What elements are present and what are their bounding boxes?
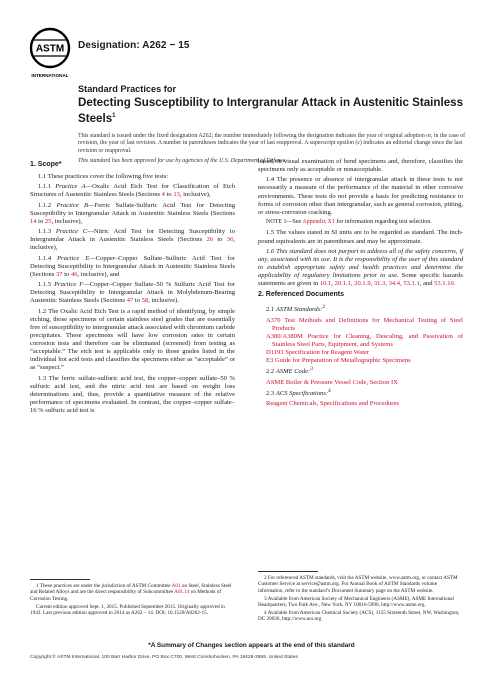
footnote-3: 3 Available from American Society of Mechanical Engineers (ASME), ASME International Headquarters, Two Park Ave., New York, NY 10016-5990, http://www.asme.org. bbox=[258, 595, 454, 609]
reference-item[interactable]: E3 Guide for Preparation of Metallographic Specimens bbox=[266, 357, 411, 365]
para-1-3-cont: based on visual examination of bend specimens and, therefore, classifies the specimens only as acceptable or nonacceptable. bbox=[258, 158, 463, 174]
astm-logo bbox=[28, 26, 72, 84]
section-link[interactable]: 53.1.10 bbox=[434, 280, 454, 288]
right-column bbox=[258, 158, 463, 408]
referenced-documents-heading: 2. Referenced Documents bbox=[258, 291, 344, 299]
para-1-1-5: 1.1.5 Practice F—Copper–Copper Sulfate–50 % Sulfuric Acid Test for Detecting Susceptibility to Intergranular Attack in Molybdenum-Bearing Austenitic Stainless Steels (Sections 47 to 58, inclusive). bbox=[30, 281, 236, 305]
section-link[interactable]: 37 bbox=[56, 270, 63, 278]
subcommittee-link[interactable]: A01.14 bbox=[174, 589, 190, 596]
dod-approval: This standard has been approved for use by agencies of the U.S. Department of Defense. bbox=[78, 158, 287, 165]
note-1: NOTE 1—See Appendix X1 for information regarding test selection. bbox=[266, 219, 432, 226]
section-link[interactable]: 46 bbox=[70, 270, 78, 278]
footnote-1-edition: Current edition approved Sept. 1, 2015. Published September 2015. Originally approved in 1943. Last previous edition approved in 2014 as A262 – 14. DOI: 10.1520/A0262-15. bbox=[30, 603, 225, 617]
acs-spec-label: 2.3 ACS Specifications:$^4$ bbox=[266, 387, 331, 398]
committee-link[interactable]: A01 bbox=[171, 583, 181, 589]
para-1-4: 1.4 The presence or absence of intergranular attack in these tests is not necessarily a measure of the performance of the material in other corrosive environments. These tests do not provide a basis for predicting resistance to forms of corrosion other than intergranular, such as general corrosion, pitting, or stress-corrosion cracking. bbox=[258, 176, 463, 216]
footnote-1: 1 These practices are under the jurisdiction of ASTM Committee A01 on Steel, Stainless Steel and Related Alloys and are the direct responsibility of Subcommittee A01.14 on Methods of Corrosion Testing. bbox=[30, 583, 232, 602]
para-1-1: 1.1 These practices cover the following five tests: bbox=[38, 173, 169, 181]
page-title bbox=[78, 96, 478, 125]
reference-item[interactable]: D1193 Specification for Reagent Water bbox=[266, 349, 370, 357]
section-link[interactable]: 10.1 bbox=[319, 280, 332, 288]
section-link[interactable]: 20.1.9 bbox=[354, 280, 371, 288]
footnote-rule bbox=[30, 579, 90, 580]
para-1-3: 1.3 The ferric sulfate-sulfuric acid test, the copper–copper sulfate–50 % sulfuric acid test, and the nitric acid test are based on weight loss determinations and, thus, provide a quantitative measure of the relative performance of specimens evaluated. In contrast, the copper–copper sulfate–16 % sulfuric acid test is bbox=[30, 374, 235, 414]
section-link[interactable]: 25 bbox=[44, 217, 52, 225]
reference-item[interactable]: A370 Test Methods and Definitions for Mechanical Testing of Steel Products bbox=[266, 316, 463, 332]
logo-text: ASTM bbox=[35, 43, 65, 55]
footnotes-left bbox=[30, 583, 235, 618]
section-link[interactable]: 13 bbox=[173, 191, 180, 199]
section-link[interactable]: 4 bbox=[161, 191, 165, 199]
title-footnote-ref[interactable]: 1 bbox=[112, 112, 116, 119]
section-link[interactable]: 20.1.1 bbox=[334, 280, 351, 288]
title-main: Detecting Susceptibility to Intergranular Attack in Austenitic Stainless Steels bbox=[78, 96, 464, 125]
para-1-2: 1.2 The Oxalic Acid Etch Test is a rapid method of identifying, by simple etching, those specimens of certain stainless steel grades that are essentially free of susceptibility to intergranular attack associated with chromium carbide precipitates. These specimens will have low corrosion rates in certain corrosion tests and therefore can be eliminated (screened) from testing as “acceptable.” The etch test is applicable only to those grades listed in the individual hot acid tests and classifies the specimens either as “acceptable” or as “suspect.” bbox=[30, 307, 235, 372]
notice-text: This standard is issued under the fixed designation A262; the number immediately following the designation indicates the year of original adoption or, in the case of revision, the year of last revision. A number in parentheses indicates the year of last reapproval. A superscript epsilon (ε) indicates an editorial change since the last revision or reapproval. bbox=[78, 133, 466, 154]
footnotes-right bbox=[258, 575, 463, 624]
footnote-rule bbox=[258, 571, 318, 572]
section-link[interactable]: 31.3 bbox=[373, 280, 386, 288]
para-1-1-3: 1.1.3 Practice C—Nitric Acid Test for Detecting Susceptibility to Intergranular Attack in Austenitic Stainless Steels (Sections 26 to 36, inclusive), bbox=[30, 228, 235, 252]
scope-heading: 1. Scope* bbox=[30, 161, 62, 168]
designation: Designation: A262 − 15 bbox=[78, 40, 190, 51]
para-1-6: 1.6 This standard does not purport to address all of the safety concerns, if any, associated with its use. It is the responsibility of the user of this standard to establish appropriate safety and health practices and determine the applicability of regulatory limitations prior to use. Some specific hazards statements are given in 10.1, 20.1.1, 20.1.9, 31.3, 34.4, 53.1.1, and 53.1.10. bbox=[258, 247, 463, 288]
para-1-1-4: 1.1.4 Practice E—Copper–Copper Sulfate–Sulfuric Acid Test for Detecting Susceptibility to Intergranular Attack in Austenitic Stainless Steels (Sections 37 to 46, inclusive), and bbox=[30, 254, 236, 278]
copyright: Copyright © ASTM International, 100 Barr Harbor Drive, PO Box C700, West Conshohocken, PA 19428-2959. United States bbox=[30, 655, 298, 660]
title-block bbox=[78, 84, 478, 125]
appendix-link[interactable]: Appendix X1 bbox=[302, 219, 335, 226]
summary-of-changes-notice: *A Summary of Changes section appears at the end of this standard bbox=[148, 642, 355, 649]
section-link[interactable]: 34.4 bbox=[388, 280, 401, 288]
asme-code-label: 2.2 ASME Code:$^3$ bbox=[266, 366, 313, 376]
reference-item[interactable]: ASME Boiler & Pressure Vessel Code, Section IX bbox=[266, 378, 398, 386]
section-link[interactable]: 26 bbox=[206, 236, 214, 244]
astm-standards-label: 2.1 ASTM Standards:$^2$ bbox=[266, 304, 326, 314]
title-kind: Standard Practices for bbox=[78, 84, 177, 94]
footnote-2: 2 For referenced ASTM standards, visit the ASTM website, www.astm.org, or contact ASTM Customer Service at service@astm.org. For Annual Book of ASTM Standards volume information, refer to the standard’s Document Summary page on the ASTM website. bbox=[258, 575, 458, 594]
footnote-4: 4 Available from American Chemical Society (ACS), 1155 Sixteenth Street, NW, Washington, DC 20036, http://www.acs.org bbox=[258, 610, 460, 623]
left-column bbox=[30, 158, 235, 417]
section-link[interactable]: 36 bbox=[226, 236, 234, 244]
section-link[interactable]: 14 bbox=[30, 217, 37, 225]
reference-item[interactable]: A380/A380M Practice for Cleaning, Descaling, and Passivation of Stainless Steel Parts, Equipment, and Systems bbox=[266, 333, 463, 349]
logo-subtext: INTERNATIONAL bbox=[31, 73, 69, 78]
section-link[interactable]: 58 bbox=[141, 297, 149, 305]
section-link[interactable]: 47 bbox=[126, 297, 134, 305]
section-link[interactable]: 53.1.1 bbox=[403, 280, 420, 288]
para-1-1-1: 1.1.1 Practice A—Oxalic Acid Etch Test for Classification of Etch Structures of Austenitic Stainless Steels (Sections 4 to 13, inclusive), bbox=[30, 183, 235, 199]
para-1-5: 1.5 The values stated in SI units are to be regarded as standard. The inch-pound equivalents are in parentheses and may be approximate. bbox=[258, 229, 463, 245]
para-1-1-2: 1.1.2 Practice B—Ferric Sulfate-Sulfuric Acid Test for Detecting Susceptibility to Intergranular Attack in Austenitic Stainless Steels (Sections 14 to 25, inclusive), bbox=[30, 201, 235, 225]
reference-item[interactable]: Reagent Chemicals, Specifications and Procedures bbox=[266, 400, 399, 408]
